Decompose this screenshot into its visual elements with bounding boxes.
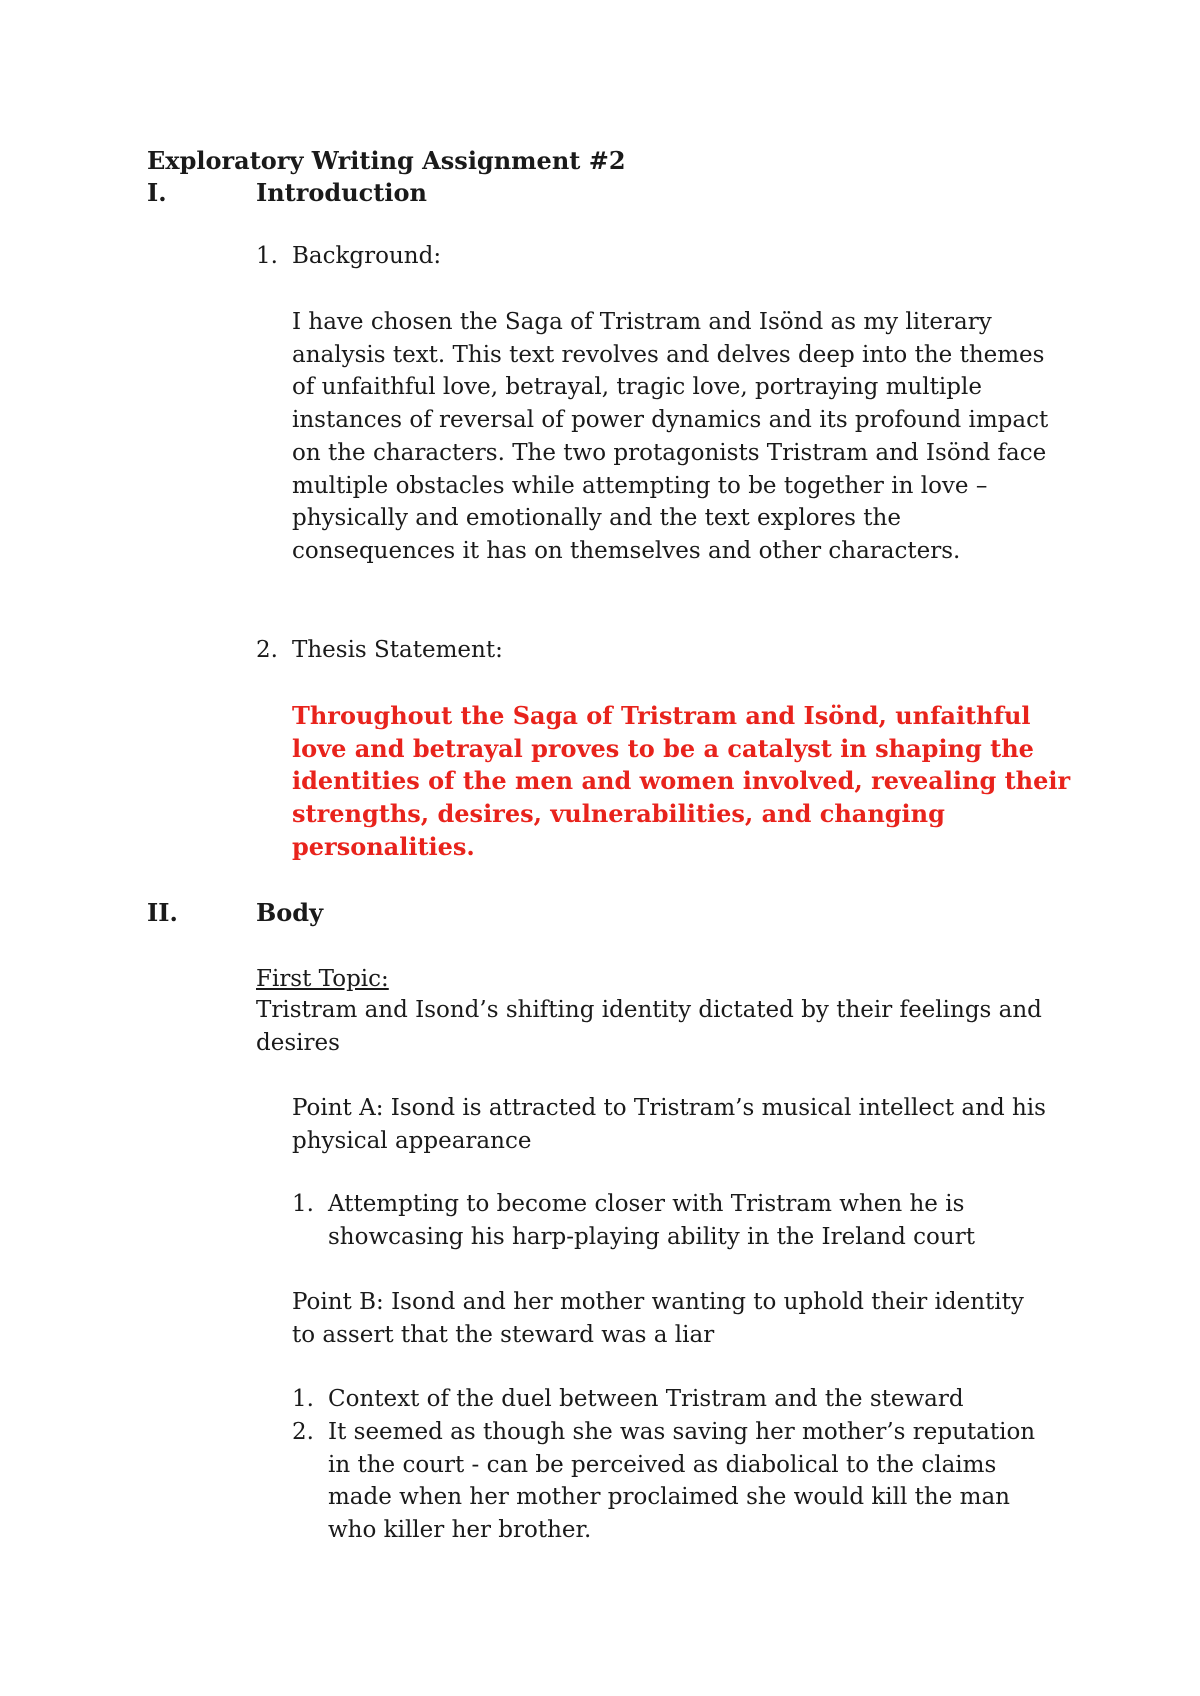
point-b-item-2-text: It seemed as though she was saving her mother’s reputation in the court - can be perceived as diabolical to the claims made when her mother proclaimed she would kill the man who killer her brother. (328, 1419, 1036, 1544)
point-b-item-1-text: Context of the duel between Tristram and the steward (328, 1386, 964, 1412)
background-label: Background: (292, 243, 442, 269)
point-a-text: Point A: Isond is attracted to Tristram’s musical intellect and his physical appearance (292, 1095, 1046, 1154)
section-numeral-body: II. (147, 898, 178, 927)
point-a-item-1-number: 1. (292, 1191, 314, 1217)
thesis-label: Thesis Statement: (292, 637, 503, 663)
section-heading-body: Body (256, 898, 324, 927)
document-title: Exploratory Writing Assignment #2 (147, 146, 626, 175)
point-b-text: Point B: Isond and her mother wanting to uphold their identity to assert that the steward was a liar (292, 1289, 1024, 1348)
point-a-item-1-text: Attempting to become closer with Tristram when he is showcasing his harp-playing ability in the Ireland court (328, 1191, 975, 1250)
section-heading-intro: Introduction (256, 178, 427, 207)
point-b-item-2-number: 2. (292, 1419, 314, 1445)
background-number: 1. (256, 243, 278, 269)
first-topic-label: First Topic: (256, 966, 389, 992)
thesis-statement: Throughout the Saga of Tristram and Isönd, unfaithful love and betrayal proves to be a catalyst in shaping the identities of the men and women involved, revealing their strengths, desires, vulnerabilities, and changing personalities. (292, 701, 1071, 861)
point-b-item-1-number: 1. (292, 1386, 314, 1412)
first-topic-text: Tristram and Isond’s shifting identity dictated by their feelings and desires (256, 997, 1042, 1056)
background-paragraph: I have chosen the Saga of Tristram and Isönd as my literary analysis text. This text revolves and delves deep into the themes of unfaithful love, betrayal, tragic love, portraying multiple instances of reversal of power dynamics and its profound impact on the characters. The two protagonists Tristram and Isönd face multiple obstacles while attempting to be together in love – physically and emotionally and the text explores the consequences it has on themselves and other characters. (292, 309, 1049, 564)
section-numeral-intro: I. (147, 178, 167, 207)
thesis-number: 2. (256, 637, 278, 663)
